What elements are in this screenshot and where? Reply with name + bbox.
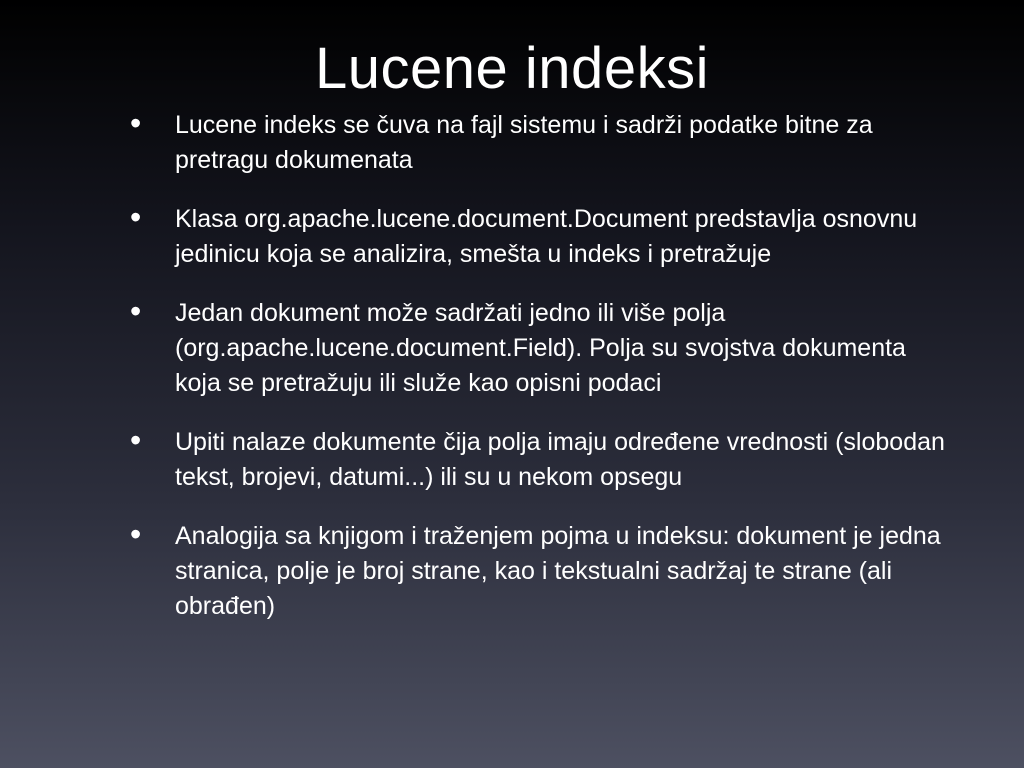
- bullet-icon: •: [130, 105, 142, 141]
- bullet-icon: •: [130, 199, 142, 235]
- bullet-icon: •: [130, 422, 142, 458]
- bullet-item: [130, 199, 950, 272]
- bullet-item: [130, 105, 950, 178]
- bullet-text: Jedan dokument može sadržati jedno ili više polja (org.apache.lucene.document.Field). Polja su svojstva dokumenta koja se pretražuju ili služe kao opisni podaci: [175, 299, 906, 397]
- slide-title: Lucene indeksi: [315, 36, 709, 101]
- bullet-icon: •: [130, 516, 142, 552]
- bullet-list: [130, 105, 950, 648]
- bullet-item: [130, 293, 950, 401]
- bullet-item: [130, 422, 950, 495]
- bullet-text: Lucene indeks se čuva na fajl sistemu i sadrži podatke bitne za pretragu dokumenata: [175, 111, 873, 174]
- bullet-text: Upiti nalaze dokumente čija polja imaju određene vrednosti (slobodan tekst, brojevi, datumi...) ili su u nekom opsegu: [175, 428, 945, 491]
- bullet-text: Klasa org.apache.lucene.document.Document predstavlja osnovnu jedinicu koja se analizira, smešta u indeks i pretražuje: [175, 205, 918, 268]
- bullet-item: [130, 516, 950, 624]
- bullet-icon: •: [130, 293, 142, 329]
- bullet-text: Analogija sa knjigom i traženjem pojma u indeksu: dokument je jedna stranica, polje je broj strane, kao i tekstualni sadržaj te strane (ali obrađen): [175, 522, 941, 620]
